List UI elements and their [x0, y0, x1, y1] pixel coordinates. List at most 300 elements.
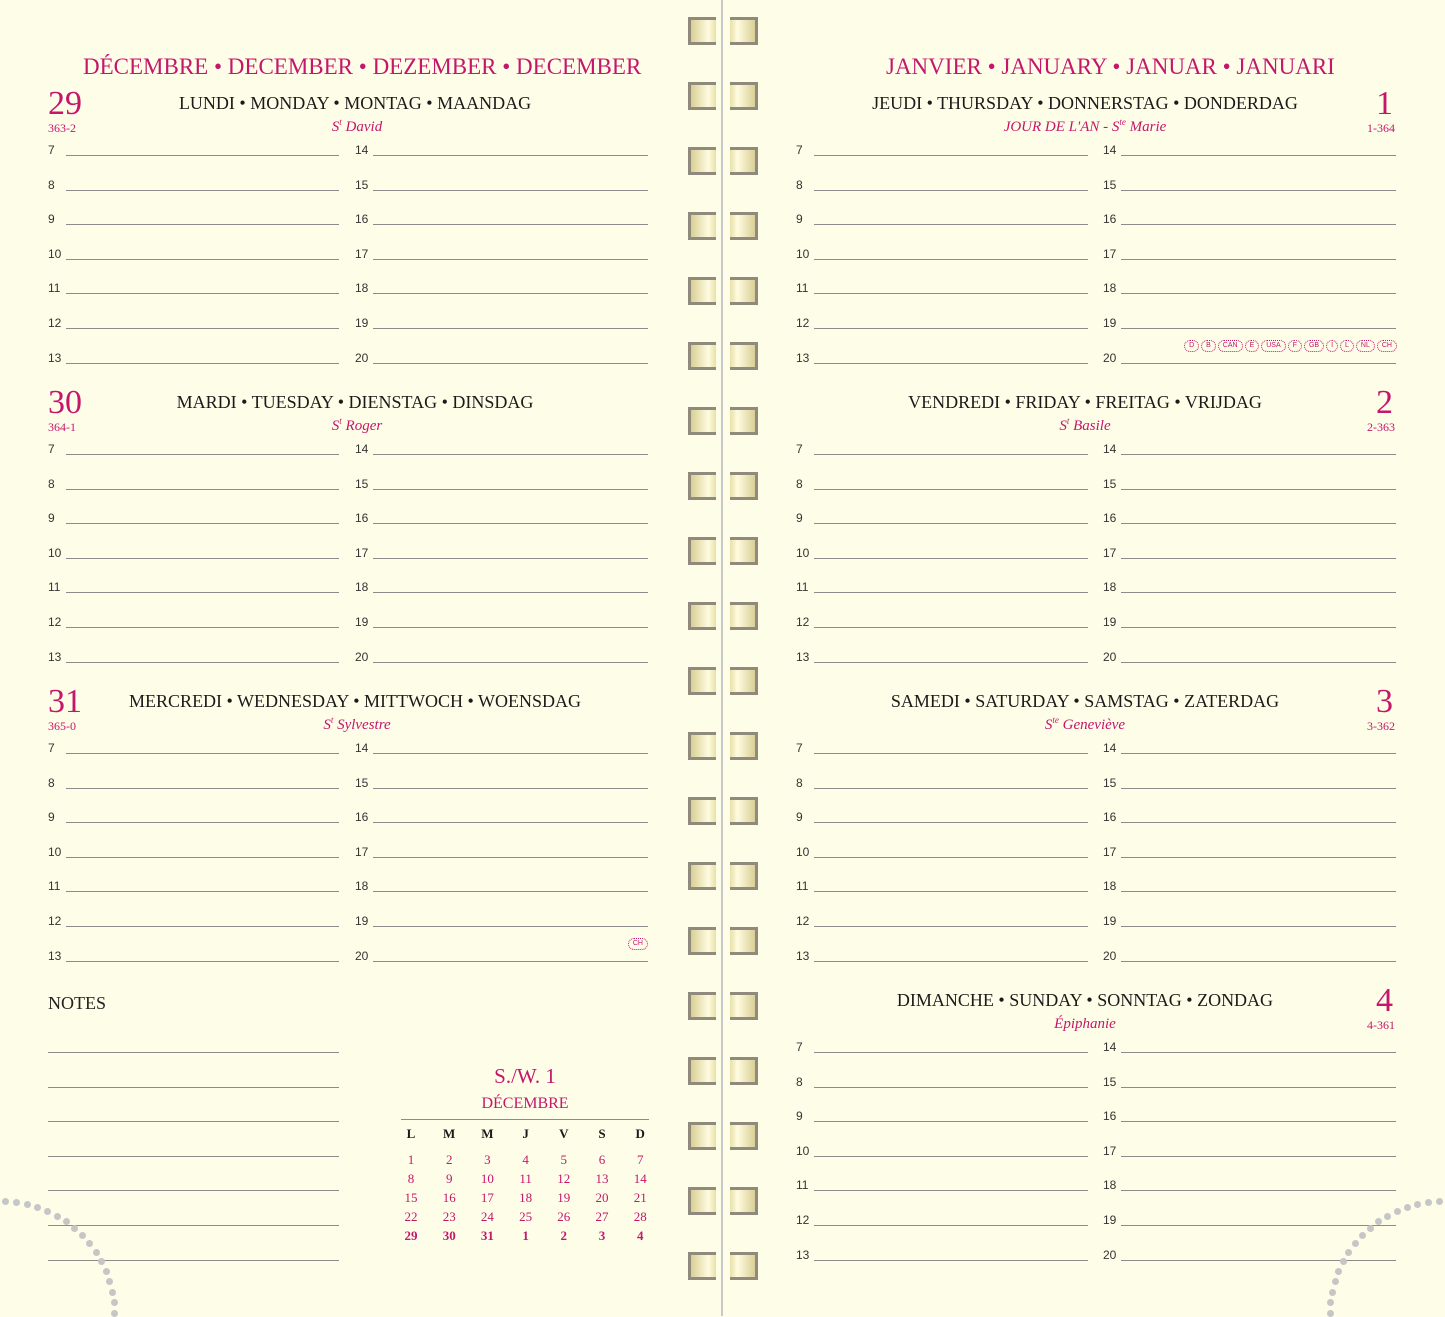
hour-row[interactable] — [48, 439, 339, 455]
hour-writing-line[interactable] — [814, 293, 1088, 294]
hour-row[interactable] — [48, 577, 339, 593]
hour-writing-line[interactable] — [814, 961, 1088, 962]
binding-ring-right — [730, 667, 758, 695]
mini-calendar-date[interactable]: 11 — [519, 1171, 532, 1186]
saint-name — [780, 715, 1390, 734]
hour-label: 15 — [1103, 1074, 1117, 1089]
notes-writing-line[interactable] — [48, 1121, 339, 1122]
hour-row[interactable] — [796, 911, 1088, 927]
hour-writing-line[interactable] — [373, 155, 648, 156]
hour-row[interactable] — [1103, 773, 1396, 789]
hour-row[interactable] — [355, 612, 648, 628]
hour-row[interactable] — [355, 738, 648, 754]
hour-row[interactable] — [1103, 577, 1396, 593]
binding-ring-right — [730, 927, 758, 955]
hour-row[interactable] — [1103, 1210, 1396, 1226]
day-name: LUNDI • MONDAY • MONTAG • MAANDAG — [178, 93, 532, 113]
hour-row[interactable] — [796, 1245, 1088, 1261]
hour-row[interactable] — [355, 278, 648, 294]
saint-prefix: S — [1059, 418, 1067, 434]
hour-row[interactable] — [1103, 647, 1396, 663]
hour-row[interactable] — [796, 773, 1088, 789]
hour-writing-line[interactable] — [814, 788, 1088, 789]
hour-row[interactable] — [796, 474, 1088, 490]
hour-row[interactable] — [796, 348, 1088, 364]
mini-calendar-date[interactable]: 24 — [480, 1209, 494, 1224]
hour-row[interactable] — [355, 439, 648, 455]
day-number: 30 — [48, 384, 82, 421]
hour-writing-line[interactable] — [814, 627, 1088, 628]
decorative-dot — [2, 1198, 9, 1205]
mini-calendar-date[interactable]: 19 — [557, 1190, 571, 1205]
hour-writing-line[interactable] — [373, 891, 648, 892]
hour-writing-line[interactable] — [1121, 627, 1396, 628]
hour-row[interactable] — [796, 439, 1088, 455]
hour-writing-line[interactable] — [1121, 523, 1396, 524]
hour-writing-line[interactable] — [66, 224, 339, 225]
hour-label: 9 — [48, 212, 55, 227]
hour-writing-line[interactable] — [66, 627, 339, 628]
hour-label: 11 — [796, 281, 809, 296]
hour-writing-line[interactable] — [814, 1121, 1088, 1122]
hour-row[interactable] — [1103, 474, 1396, 490]
saint-prefix: S — [331, 418, 340, 434]
hour-row[interactable] — [1103, 738, 1396, 754]
mini-calendar-date[interactable]: 7 — [636, 1152, 644, 1167]
hour-writing-line[interactable] — [1121, 489, 1396, 490]
hour-row[interactable] — [1103, 876, 1396, 892]
hour-label: 15 — [1103, 476, 1117, 491]
hour-writing-line[interactable] — [814, 926, 1088, 927]
hour-row[interactable] — [48, 946, 339, 962]
hour-row[interactable] — [796, 175, 1088, 191]
mini-calendar-date[interactable]: 2 — [560, 1228, 568, 1243]
hour-row[interactable] — [796, 1037, 1088, 1053]
hour-writing-line[interactable] — [1121, 224, 1396, 225]
hour-row[interactable] — [796, 543, 1088, 559]
hour-writing-line[interactable] — [66, 363, 339, 364]
hour-label: 11 — [796, 879, 809, 894]
notes-writing-line[interactable] — [48, 1052, 339, 1053]
hour-writing-line[interactable] — [1121, 1156, 1396, 1157]
right-month-header: JANVIER • JANUARY • JANUAR • JANUARI — [886, 54, 1335, 79]
hour-row[interactable] — [1103, 1175, 1396, 1191]
hour-row[interactable] — [48, 738, 339, 754]
hour-row[interactable] — [1103, 842, 1396, 858]
hour-writing-line[interactable] — [814, 662, 1088, 663]
hour-writing-line[interactable] — [1121, 788, 1396, 789]
mini-calendar-date[interactable]: 30 — [442, 1228, 456, 1243]
hour-label: 10 — [48, 246, 62, 261]
hour-row[interactable] — [48, 876, 339, 892]
hour-row[interactable] — [796, 807, 1088, 823]
hour-writing-line[interactable] — [1121, 328, 1396, 329]
hour-row[interactable] — [48, 807, 339, 823]
hour-row[interactable] — [1103, 1141, 1396, 1157]
hour-row[interactable] — [1103, 1037, 1396, 1053]
hour-row[interactable] — [355, 209, 648, 225]
hour-row[interactable] — [355, 244, 648, 260]
hour-row[interactable] — [796, 842, 1088, 858]
hour-row[interactable] — [796, 140, 1088, 156]
hour-writing-line[interactable] — [66, 523, 339, 524]
hour-row[interactable] — [1103, 807, 1396, 823]
notes-writing-line[interactable] — [48, 1260, 339, 1261]
hour-row[interactable] — [796, 1210, 1088, 1226]
notes-writing-line[interactable] — [48, 1225, 339, 1226]
hour-label: 7 — [48, 741, 55, 755]
decorative-dot — [54, 1213, 61, 1220]
hour-writing-line[interactable] — [1121, 822, 1396, 823]
hour-writing-line[interactable] — [66, 293, 339, 294]
mini-calendar-date[interactable]: 10 — [480, 1171, 494, 1186]
hour-writing-line[interactable] — [66, 788, 339, 789]
hour-row[interactable] — [48, 244, 339, 260]
saint-superscript: t — [339, 117, 342, 127]
hour-row[interactable] — [355, 508, 648, 524]
hour-writing-line[interactable] — [814, 363, 1088, 364]
mini-calendar-date[interactable]: 14 — [633, 1171, 647, 1186]
hour-writing-line[interactable] — [1121, 190, 1396, 191]
mini-calendar-date[interactable]: 28 — [633, 1209, 647, 1224]
hour-row[interactable] — [355, 773, 648, 789]
hour-writing-line[interactable] — [373, 489, 648, 490]
mini-calendar-date[interactable]: 31 — [480, 1228, 494, 1243]
hour-writing-line[interactable] — [66, 454, 339, 455]
hour-row[interactable] — [355, 543, 648, 559]
hour-row[interactable] — [48, 278, 339, 294]
mini-calendar-date[interactable]: 9 — [445, 1171, 453, 1186]
hour-row[interactable] — [1103, 1106, 1396, 1122]
hour-label: 8 — [48, 476, 55, 491]
hour-row[interactable] — [796, 738, 1088, 754]
hour-writing-line[interactable] — [66, 155, 339, 156]
hour-writing-line[interactable] — [814, 1190, 1088, 1191]
hour-row[interactable] — [796, 1072, 1088, 1088]
hour-row[interactable] — [355, 946, 648, 962]
hour-row[interactable] — [1103, 209, 1396, 225]
hour-row[interactable] — [1103, 1245, 1396, 1261]
hour-writing-line[interactable] — [66, 857, 339, 858]
hour-row[interactable] — [355, 807, 648, 823]
hour-writing-line[interactable] — [814, 454, 1088, 455]
hour-row[interactable] — [355, 474, 648, 490]
decorative-dot — [1436, 1198, 1443, 1205]
day-number: 31 — [48, 683, 82, 720]
hour-row[interactable] — [48, 140, 339, 156]
hour-row[interactable] — [355, 313, 648, 329]
hour-row[interactable] — [1103, 911, 1396, 927]
notes-writing-line[interactable] — [48, 1156, 339, 1157]
hour-row[interactable] — [48, 209, 339, 225]
hour-writing-line[interactable] — [814, 857, 1088, 858]
hour-writing-line[interactable] — [1121, 363, 1396, 364]
hour-writing-line[interactable] — [814, 224, 1088, 225]
hour-row[interactable] — [48, 647, 339, 663]
mini-calendar-date[interactable]: 3 — [598, 1228, 606, 1243]
hour-writing-line[interactable] — [814, 891, 1088, 892]
mini-calendar-date[interactable]: 23 — [442, 1209, 456, 1224]
hour-row[interactable] — [355, 911, 648, 927]
hour-row[interactable] — [796, 647, 1088, 663]
hour-row[interactable] — [1103, 612, 1396, 628]
hour-writing-line[interactable] — [66, 662, 339, 663]
mini-calendar-date[interactable]: 8 — [407, 1171, 415, 1186]
hour-writing-line[interactable] — [1121, 1121, 1396, 1122]
hour-writing-line[interactable] — [1121, 259, 1396, 260]
hour-label: 7 — [796, 442, 803, 456]
day-name: MERCREDI • WEDNESDAY • MITTWOCH • WOENSDAG — [129, 691, 581, 711]
mini-calendar-date[interactable]: 16 — [442, 1190, 456, 1205]
mini-calendar-weekday: D — [635, 1126, 645, 1141]
hour-writing-line[interactable] — [1121, 454, 1396, 455]
mini-calendar-date[interactable]: 4 — [522, 1152, 529, 1167]
decorative-dot — [1394, 1208, 1401, 1215]
hour-writing-line[interactable] — [814, 558, 1088, 559]
hour-writing-line[interactable] — [1121, 662, 1396, 663]
hour-writing-line[interactable] — [814, 1087, 1088, 1088]
hour-writing-line[interactable] — [814, 190, 1088, 191]
hour-label: 13 — [796, 350, 810, 365]
hour-writing-line[interactable] — [66, 259, 339, 260]
mini-calendar-date[interactable]: 22 — [404, 1209, 418, 1224]
hour-writing-line[interactable] — [373, 753, 648, 754]
hour-writing-line[interactable] — [1121, 961, 1396, 962]
hour-writing-line[interactable] — [814, 489, 1088, 490]
hour-row[interactable] — [1103, 175, 1396, 191]
mini-calendar-date[interactable]: 26 — [557, 1209, 571, 1224]
mini-calendar-date[interactable]: 13 — [595, 1171, 609, 1186]
hour-writing-line[interactable] — [1121, 1225, 1396, 1226]
hour-writing-line[interactable] — [66, 489, 339, 490]
hour-row[interactable] — [796, 244, 1088, 260]
hour-writing-line[interactable] — [373, 627, 648, 628]
hour-writing-line[interactable] — [814, 592, 1088, 593]
hour-row[interactable] — [1103, 508, 1396, 524]
hour-row[interactable] — [355, 876, 648, 892]
hour-writing-line[interactable] — [373, 328, 648, 329]
hour-row[interactable] — [48, 842, 339, 858]
hour-writing-line[interactable] — [373, 558, 648, 559]
hour-writing-line[interactable] — [373, 857, 648, 858]
decorative-dot — [103, 1268, 110, 1275]
hour-writing-line[interactable] — [1121, 891, 1396, 892]
hour-row[interactable] — [1103, 543, 1396, 559]
hour-writing-line[interactable] — [373, 926, 648, 927]
hour-writing-line[interactable] — [373, 454, 648, 455]
hour-row[interactable] — [355, 577, 648, 593]
country-badge: NL — [1356, 340, 1375, 352]
hour-writing-line[interactable] — [66, 961, 339, 962]
notes-writing-line[interactable] — [48, 1190, 339, 1191]
hour-writing-line[interactable] — [373, 788, 648, 789]
day-name: JEUDI • THURSDAY • DONNERSTAG • DONDERDAG — [872, 93, 1298, 113]
hour-writing-line[interactable] — [1121, 753, 1396, 754]
hour-row[interactable] — [48, 313, 339, 329]
hour-writing-line[interactable] — [814, 259, 1088, 260]
hour-writing-line[interactable] — [1121, 293, 1396, 294]
hour-writing-line[interactable] — [373, 293, 648, 294]
mini-calendar-date[interactable]: 12 — [557, 1171, 571, 1186]
mini-calendar-date[interactable]: 6 — [598, 1152, 606, 1167]
hour-writing-line[interactable] — [373, 224, 648, 225]
hour-writing-line[interactable] — [373, 592, 648, 593]
mini-calendar-date[interactable]: 27 — [595, 1209, 609, 1224]
day-counter: 365-0 — [48, 719, 76, 733]
hour-writing-line[interactable] — [66, 190, 339, 191]
hour-writing-line[interactable] — [66, 822, 339, 823]
binding-ring-left — [688, 862, 716, 890]
hour-row[interactable] — [48, 474, 339, 490]
decorative-dot — [71, 1225, 78, 1232]
hour-writing-line[interactable] — [373, 961, 648, 962]
binding-ring-left — [688, 1122, 716, 1150]
mini-calendar-date[interactable]: 17 — [480, 1190, 494, 1205]
hour-label: 8 — [796, 1074, 803, 1089]
binding-ring-left — [688, 17, 716, 45]
hour-row[interactable] — [48, 911, 339, 927]
saint-label: Sylvestre — [333, 717, 391, 733]
hour-label: 7 — [796, 143, 803, 157]
hour-row[interactable] — [1103, 278, 1396, 294]
day-counter: 4-361 — [1367, 1018, 1395, 1032]
mini-calendar-date[interactable]: 5 — [560, 1152, 568, 1167]
hour-writing-line[interactable] — [1121, 592, 1396, 593]
hour-label: 9 — [796, 1109, 803, 1124]
mini-calendar-date[interactable]: 2 — [445, 1152, 453, 1167]
hour-row[interactable] — [48, 612, 339, 628]
hour-writing-line[interactable] — [814, 523, 1088, 524]
binding-ring-right — [730, 472, 758, 500]
hour-writing-line[interactable] — [814, 155, 1088, 156]
hour-writing-line[interactable] — [814, 753, 1088, 754]
hour-label: 14 — [1103, 741, 1117, 755]
hour-row[interactable] — [48, 508, 339, 524]
hour-writing-line[interactable] — [66, 926, 339, 927]
hour-row[interactable] — [355, 647, 648, 663]
hour-writing-line[interactable] — [814, 822, 1088, 823]
hour-label: 20 — [355, 948, 369, 963]
mini-calendar-date[interactable]: 3 — [484, 1152, 491, 1167]
hour-writing-line[interactable] — [66, 558, 339, 559]
hour-writing-line[interactable] — [1121, 155, 1396, 156]
hour-writing-line[interactable] — [1121, 926, 1396, 927]
day-name: MARDI • TUESDAY • DIENSTAG • DINSDAG — [176, 392, 534, 412]
hour-row[interactable] — [48, 348, 339, 364]
hour-row[interactable] — [48, 543, 339, 559]
hour-row[interactable] — [796, 209, 1088, 225]
hour-writing-line[interactable] — [1121, 857, 1396, 858]
mini-calendar-date[interactable]: 25 — [519, 1209, 533, 1224]
hour-writing-line[interactable] — [373, 190, 648, 191]
hour-label: 17 — [1103, 246, 1117, 261]
hour-label: 19 — [1103, 615, 1117, 629]
hour-writing-line[interactable] — [1121, 1190, 1396, 1191]
hour-row[interactable] — [796, 946, 1088, 962]
binding-ring-right — [730, 732, 758, 760]
hour-row[interactable] — [796, 508, 1088, 524]
binding-ring-right — [730, 1252, 758, 1280]
hour-row[interactable] — [1103, 1072, 1396, 1088]
hour-writing-line[interactable] — [66, 328, 339, 329]
hour-row[interactable] — [796, 278, 1088, 294]
hour-label: 14 — [355, 143, 369, 157]
mini-calendar-date[interactable]: 4 — [636, 1228, 644, 1243]
hour-writing-line[interactable] — [373, 822, 648, 823]
binding-spine — [721, 0, 723, 1316]
hour-label: 10 — [796, 246, 810, 261]
hour-row[interactable] — [1103, 439, 1396, 455]
day-name: SAMEDI • SATURDAY • SAMSTAG • ZATERDAG — [890, 691, 1280, 711]
binding-ring-right — [730, 1187, 758, 1215]
hour-writing-line[interactable] — [373, 259, 648, 260]
hour-row[interactable] — [796, 1141, 1088, 1157]
hour-row[interactable] — [796, 1106, 1088, 1122]
hour-label: 7 — [796, 1040, 803, 1054]
binding-ring-left — [688, 537, 716, 565]
hour-writing-line[interactable] — [814, 1260, 1088, 1261]
hour-writing-line[interactable] — [66, 891, 339, 892]
decorative-dot — [34, 1204, 41, 1211]
hour-row[interactable] — [1103, 313, 1396, 329]
hour-label: 18 — [1103, 281, 1117, 296]
hour-writing-line[interactable] — [1121, 558, 1396, 559]
notes-writing-line[interactable] — [48, 1087, 339, 1088]
hour-writing-line[interactable] — [1121, 1087, 1396, 1088]
hour-row[interactable] — [1103, 244, 1396, 260]
hour-row[interactable] — [355, 348, 648, 364]
hour-row[interactable] — [355, 842, 648, 858]
hour-label: 19 — [1103, 1213, 1117, 1227]
hour-row[interactable] — [48, 773, 339, 789]
mini-calendar-date[interactable]: 1 — [522, 1228, 529, 1243]
hour-row[interactable] — [1103, 140, 1396, 156]
hour-writing-line[interactable] — [373, 523, 648, 524]
hour-row[interactable] — [796, 313, 1088, 329]
hour-writing-line[interactable] — [814, 1052, 1088, 1053]
hour-label: 16 — [355, 810, 369, 825]
mini-calendar-date[interactable]: 18 — [519, 1190, 533, 1205]
hour-writing-line[interactable] — [66, 753, 339, 754]
country-badge: CH — [628, 938, 648, 950]
mini-calendar-date[interactable]: 20 — [595, 1190, 609, 1205]
mini-calendar-date[interactable]: 1 — [407, 1152, 415, 1167]
hour-row[interactable] — [796, 876, 1088, 892]
country-badge: F — [1288, 340, 1302, 352]
hour-writing-line[interactable] — [66, 592, 339, 593]
hour-row[interactable] — [1103, 946, 1396, 962]
hour-row[interactable] — [796, 612, 1088, 628]
binding-ring-right — [730, 797, 758, 825]
hour-writing-line[interactable] — [373, 363, 648, 364]
hour-writing-line[interactable] — [1121, 1052, 1396, 1053]
hour-row[interactable] — [355, 140, 648, 156]
decorative-dot — [1340, 1258, 1347, 1265]
mini-calendar-date[interactable]: 29 — [404, 1228, 418, 1243]
hour-label: 19 — [355, 615, 369, 629]
mini-calendar-date[interactable]: 15 — [404, 1190, 418, 1205]
hour-writing-line[interactable] — [814, 1225, 1088, 1226]
hour-row[interactable] — [48, 175, 339, 191]
hour-writing-line[interactable] — [814, 1156, 1088, 1157]
hour-writing-line[interactable] — [373, 662, 648, 663]
hour-row[interactable] — [796, 577, 1088, 593]
hour-row[interactable] — [355, 175, 648, 191]
mini-calendar-date[interactable]: 21 — [633, 1190, 647, 1205]
hour-writing-line[interactable] — [814, 328, 1088, 329]
hour-writing-line[interactable] — [1121, 1260, 1396, 1261]
hour-row[interactable] — [796, 1175, 1088, 1191]
